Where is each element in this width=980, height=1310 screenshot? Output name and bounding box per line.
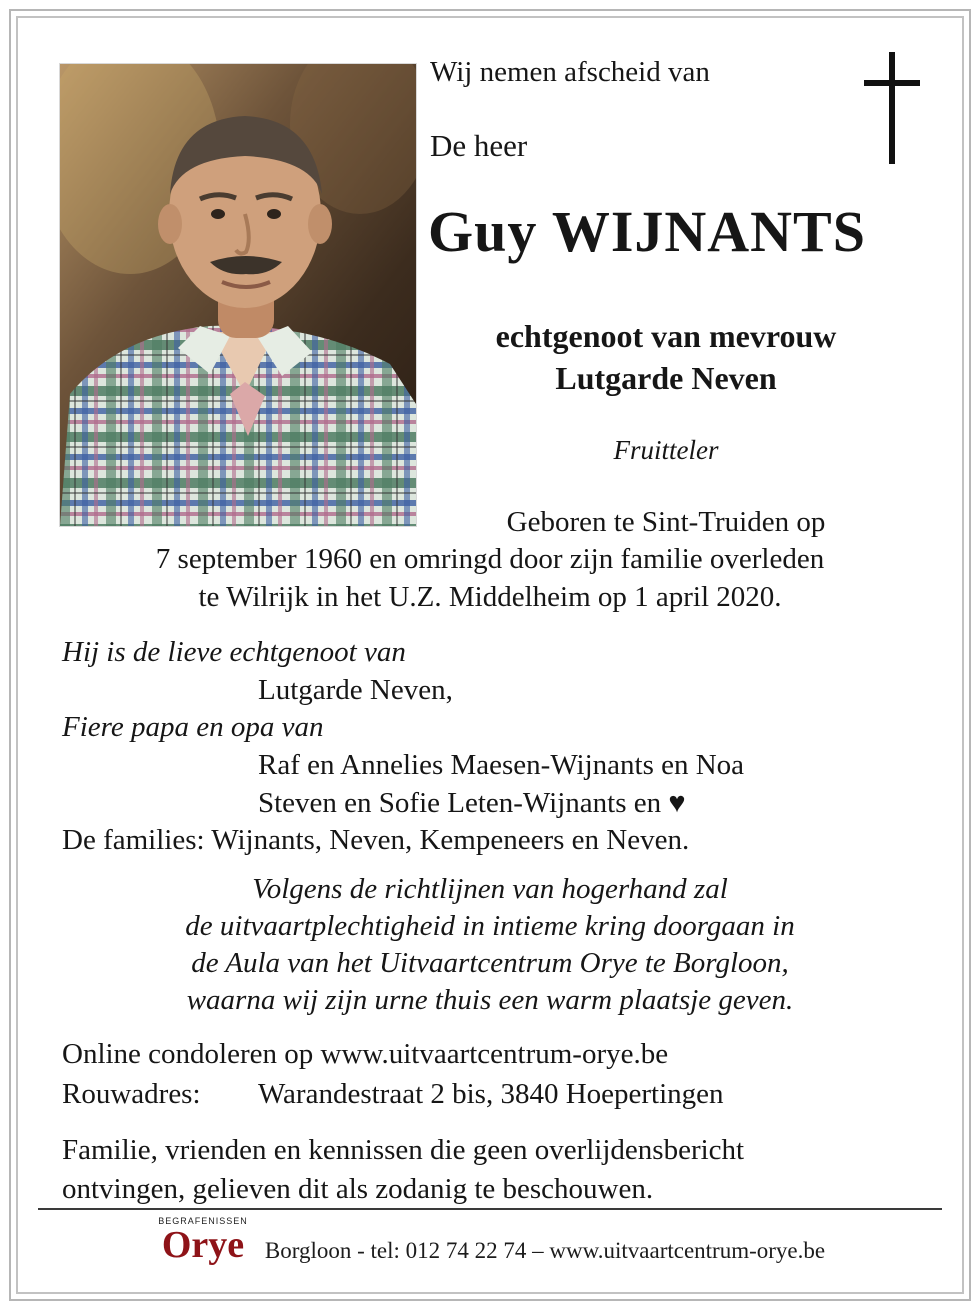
footer-contact-line: Borgloon - tel: 012 74 22 74 – www.uitvaartcentrum-orye.be <box>264 1238 826 1263</box>
ceremony-line-4: waarna wij zijn urne thuis een warm plaatsje geven. <box>186 984 794 1016</box>
birth-death-line-1: Geboren te Sint-Truiden op <box>506 506 826 538</box>
family-name-1: Lutgarde Neven, <box>258 674 453 706</box>
logo-name-text: Orye <box>161 1224 245 1266</box>
portrait-photo <box>60 64 416 526</box>
notice-line-1: Familie, vrienden en kennissen die geen overlijdensbericht <box>62 1134 745 1166</box>
salutation: De heer <box>430 128 528 163</box>
logo-small-text: BEGRAFENISSEN <box>158 1216 248 1226</box>
latin-cross-icon <box>858 52 926 164</box>
deceased-name: Guy WIJNANTS <box>428 199 866 264</box>
online-condolence-line: Online condoleren op www.uitvaartcentrum-orye.be <box>62 1038 669 1070</box>
portrait-photo-graphic <box>60 64 416 526</box>
cross-horizontal-bar <box>864 80 920 86</box>
spouse-line-2: Lutgarde Neven <box>555 360 777 396</box>
notice-line-2: ontvingen, gelieven dit als zodanig te beschouwen. <box>62 1173 654 1205</box>
ceremony-line-1: Volgens de richtlijnen van hogerhand zal <box>252 873 728 905</box>
cross-vertical-bar <box>889 52 895 164</box>
family-name-2: Raf en Annelies Maesen-Wijnants en Noa <box>258 749 745 781</box>
family-role-1: Hij is de lieve echtgenoot van <box>62 636 406 668</box>
farewell-intro: Wij nemen afscheid van <box>430 56 710 88</box>
ceremony-line-3: de Aula van het Uitvaartcentrum Orye te Borgloon, <box>191 947 789 979</box>
spouse-block <box>430 315 902 399</box>
family-list: De families: Wijnants, Neven, Kempeneers en Neven. <box>62 824 690 856</box>
footer-divider <box>38 1208 942 1210</box>
family-name-3: Steven en Sofie Leten-Wijnants en ♥ <box>258 787 686 819</box>
birth-death-line-2: 7 september 1960 en omringd door zijn familie overleden <box>155 543 825 575</box>
birth-death-line-3: te Wilrijk in het U.Z. Middelheim op 1 april 2020. <box>198 581 782 613</box>
ceremony-line-2: de uitvaartplechtigheid in intieme kring doorgaan in <box>185 910 795 942</box>
mourning-address-label: Rouwadres: <box>62 1078 201 1110</box>
family-role-2: Fiere papa en opa van <box>62 711 324 743</box>
profession: Fruitteler <box>613 435 719 465</box>
mourning-address-value: Warandestraat 2 bis, 3840 Hoepertingen <box>258 1078 724 1110</box>
spouse-line-1: echtgenoot van mevrouw <box>495 318 837 354</box>
